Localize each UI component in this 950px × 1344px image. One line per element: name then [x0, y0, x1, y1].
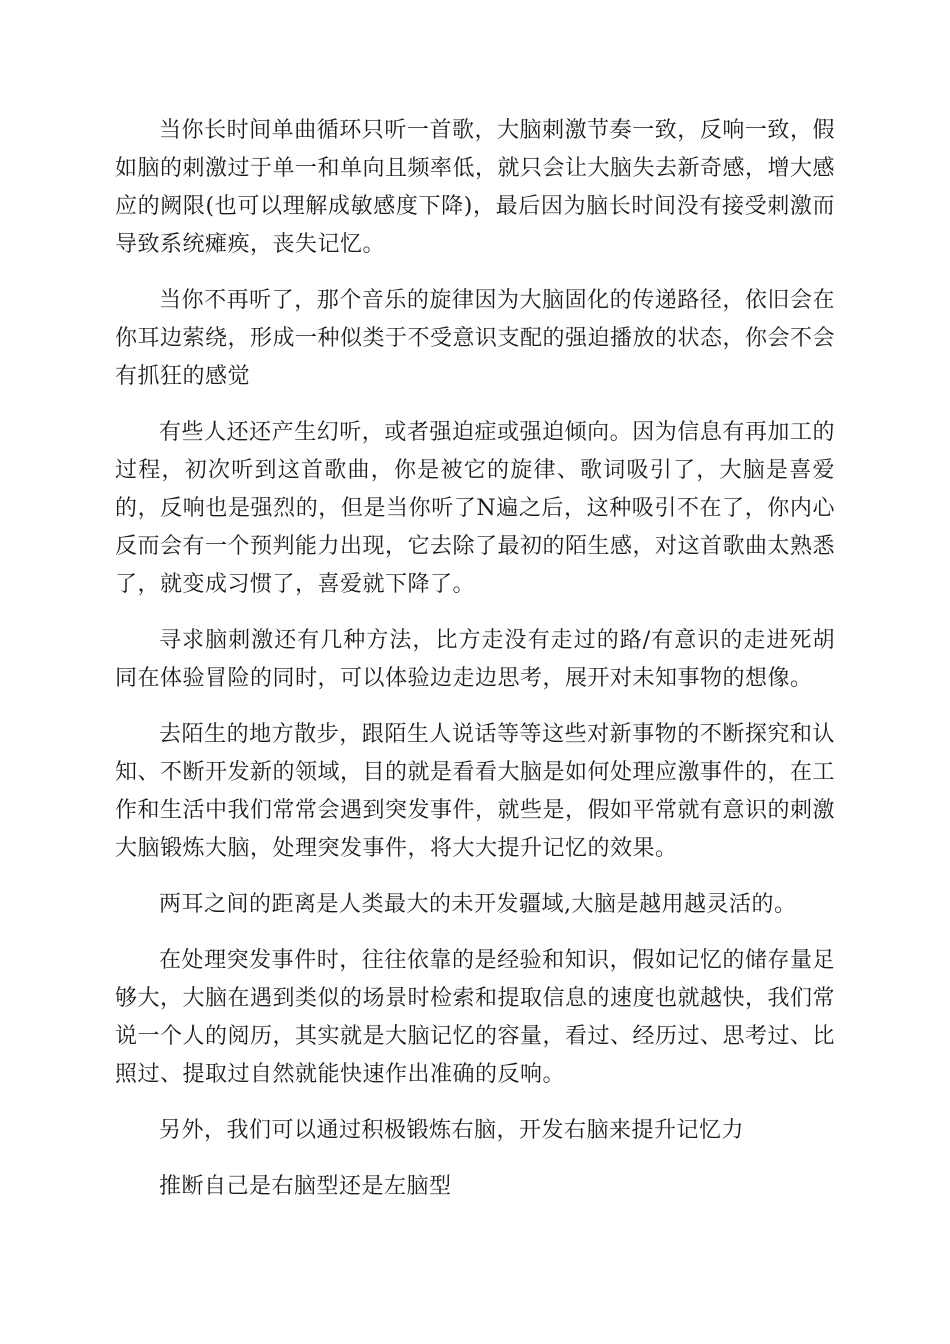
paragraph: 去陌生的地方散步，跟陌生人说话等等这些对新事物的不断探究和认知、不断开发新的领域，目的就是看看大脑是如何处理应激事件的，在工作和生活中我们常常会遇到突发事件，就些是，假如平常就有意识的刺激大脑锻炼大脑，处理突发事件，将大大提升记忆的效果。 [115, 722, 836, 861]
document-body [115, 112, 835, 1224]
paragraph: 推断自己是右脑型还是左脑型 [159, 1174, 452, 1199]
paragraph: 寻求脑刺激还有几种方法，比方走没有走过的路/有意识的走进死胡同在体验冒险的同时，可以体验边走边思考，展开对未知事物的想像。 [115, 628, 835, 691]
paragraph: 另外，我们可以通过积极锻炼右脑，开发右脑来提升记忆力 [159, 1118, 745, 1143]
paragraph: 当你长时间单曲循环只听一首歌，大脑刺激节奏一致，反响一致，假如脑的刺激过于单一和单向且频率低，就只会让大脑失去新奇感，增大感应的阙限(也可以理解成敏感度下降)，最后因为脑长时间没有接受刺激而导致系统瘫痪，丧失记忆。 [115, 118, 836, 257]
paragraph: 两耳之间的距离是人类最大的未开发疆域,大脑是越用越灵活的。 [159, 892, 797, 917]
paragraph: 在处理突发事件时，往往依靠的是经验和知识，假如记忆的储存量足够大，大脑在遇到类似的场景时检索和提取信息的速度也就越快，我们常说一个人的阅历，其实就是大脑记忆的容量，看过、经历过、思考过、比照过、提取过自然就能快速作出准确的反响。 [115, 948, 836, 1087]
paragraph: 有些人还还产生幻听，或者强迫症或强迫倾向。因为信息有再加工的过程，初次听到这首歌曲，你是被它的旋律、歌词吸引了，大脑是喜爱的，反响也是强烈的，但是当你听了N遍之后，这种吸引不在了，你内心反而会有一个预判能力出现，它去除了最初的陌生感，对这首歌曲太熟悉了，就变成习惯了，喜爱就下降了。 [115, 420, 836, 597]
paragraph: 当你不再听了，那个音乐的旋律因为大脑固化的传递路径，依旧会在你耳边萦绕，形成一种似类于不受意识支配的强迫播放的状态，你会不会有抓狂的感觉 [115, 288, 836, 389]
